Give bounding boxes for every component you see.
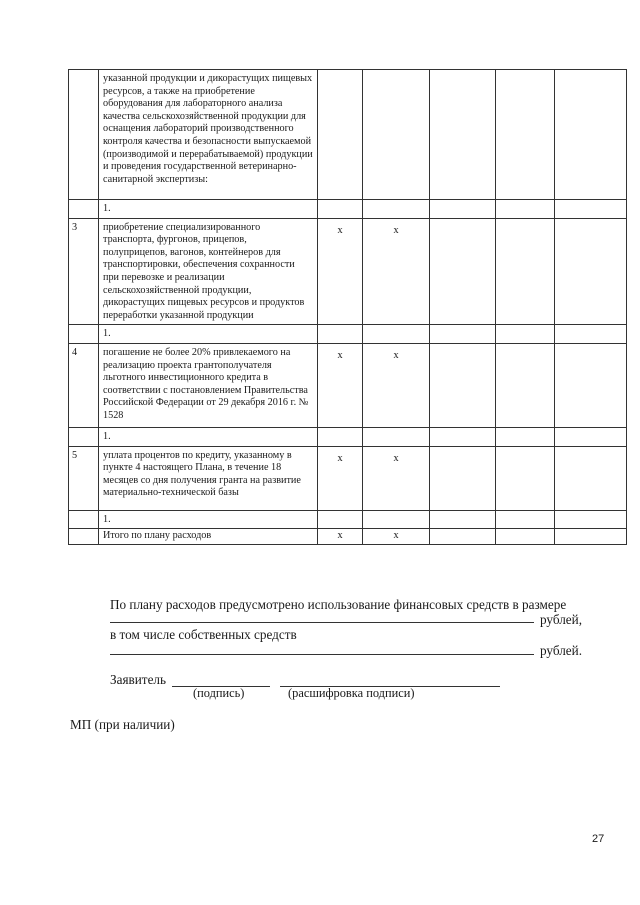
sub-item-row — [69, 325, 627, 344]
row-description: погашение не более 20% привлекаемого на реализацию проекта грантополучателя льготного инвестиционного кредита в соответствии с постановлением Правительства Российской Федерации от 29 декабря 2016 г. № 1528 — [99, 343, 318, 427]
row-number — [69, 325, 99, 344]
row-cell-6 — [496, 218, 555, 325]
row-mark-2: x — [363, 446, 430, 510]
row-description: приобретение специализированного транспорта, фургонов, прицепов, полуприцепов, вагонов, контейнеров для транспортировки, обеспечения сохранности при перевозке и реализации сельскохозяйственной продукции, дикорастущих пищевых ресурсов и продуктов переработки указанной продукции — [99, 218, 318, 325]
row-cell-7 — [555, 446, 627, 510]
sub-item-row — [69, 200, 627, 219]
row-number: 5 — [69, 446, 99, 510]
expense-plan-table — [68, 69, 627, 545]
row-cell-5 — [430, 343, 496, 427]
row-cell-6 — [496, 325, 555, 344]
table-row — [69, 343, 627, 427]
row-description: 1. — [99, 325, 318, 344]
row-number — [69, 70, 99, 200]
row-cell-6 — [496, 446, 555, 510]
row-mark-2 — [363, 70, 430, 200]
row-cell-7 — [555, 529, 627, 545]
sub-item-row — [69, 427, 627, 446]
row-cell-5 — [430, 70, 496, 200]
row-number — [69, 510, 99, 529]
row-cell-6 — [496, 529, 555, 545]
row-cell-5 — [430, 200, 496, 219]
row-mark-2 — [363, 200, 430, 219]
row-cell-7 — [555, 70, 627, 200]
row-cell-5 — [430, 529, 496, 545]
summary-line-total: По плану расходов предусмотрено использование финансовых средств в размере — [110, 597, 567, 612]
own-funds-unit: рублей. — [540, 643, 583, 658]
row-number — [69, 200, 99, 219]
row-cell-6 — [496, 70, 555, 200]
row-mark-1: x — [318, 446, 363, 510]
row-mark-2: x — [363, 218, 430, 325]
row-number — [69, 427, 99, 446]
total-unit: рублей, — [540, 612, 583, 627]
row-cell-6 — [496, 510, 555, 529]
stamp-note: МП (при наличии) — [70, 717, 175, 732]
row-cell-7 — [555, 325, 627, 344]
row-cell-6 — [496, 427, 555, 446]
summary-line-own-funds: в том числе собственных средств — [110, 627, 297, 642]
row-number: 3 — [69, 218, 99, 325]
sub-item-row — [69, 510, 627, 529]
row-cell-7 — [555, 218, 627, 325]
row-number: 4 — [69, 343, 99, 427]
row-mark-1: x — [318, 529, 363, 545]
table-row — [69, 218, 627, 325]
row-mark-1 — [318, 427, 363, 446]
row-mark-1: x — [318, 218, 363, 325]
row-cell-5 — [430, 427, 496, 446]
applicant-label: Заявитель — [110, 672, 167, 687]
row-mark-2 — [363, 427, 430, 446]
row-mark-2 — [363, 510, 430, 529]
row-mark-1 — [318, 200, 363, 219]
row-description: уплата процентов по кредиту, указанному в пункте 4 настоящего Плана, в течение 18 месяцев со дня получения гранта на развитие материально-технической базы — [99, 446, 318, 510]
own-funds-amount-field[interactable] — [110, 654, 534, 655]
total-row — [69, 529, 627, 545]
row-cell-5 — [430, 218, 496, 325]
row-description: 1. — [99, 510, 318, 529]
row-description: 1. — [99, 200, 318, 219]
row-cell-6 — [496, 200, 555, 219]
row-description: указанной продукции и дикорастущих пищевых ресурсов, а также на приобретение оборудования для лабораторного анализа качества сельскохозяйственной продукции для оснащения лабораторий производственного контроля качества и безопасности выпускаемой (производимой и перерабатываемой) продукции и проведения государственной ветеринарно-санитарной экспертизы: — [99, 70, 318, 200]
row-cell-5 — [430, 510, 496, 529]
row-cell-7 — [555, 200, 627, 219]
row-cell-5 — [430, 446, 496, 510]
row-cell-7 — [555, 510, 627, 529]
row-mark-1 — [318, 70, 363, 200]
row-cell-6 — [496, 343, 555, 427]
total-amount-field[interactable] — [110, 622, 534, 623]
row-mark-1 — [318, 325, 363, 344]
signature-caption: (подпись) — [193, 686, 245, 700]
row-mark-1: x — [318, 343, 363, 427]
page-number: 27 — [592, 833, 605, 845]
table-row — [69, 446, 627, 510]
row-description: Итого по плану расходов — [99, 529, 318, 545]
row-number — [69, 529, 99, 545]
row-cell-7 — [555, 427, 627, 446]
row-mark-2 — [363, 325, 430, 344]
table-row — [69, 70, 627, 200]
row-mark-2: x — [363, 529, 430, 545]
row-cell-7 — [555, 343, 627, 427]
row-mark-2: x — [363, 343, 430, 427]
signature-decoding-caption: (расшифровка подписи) — [288, 686, 415, 700]
row-description: 1. — [99, 427, 318, 446]
row-mark-1 — [318, 510, 363, 529]
row-cell-5 — [430, 325, 496, 344]
